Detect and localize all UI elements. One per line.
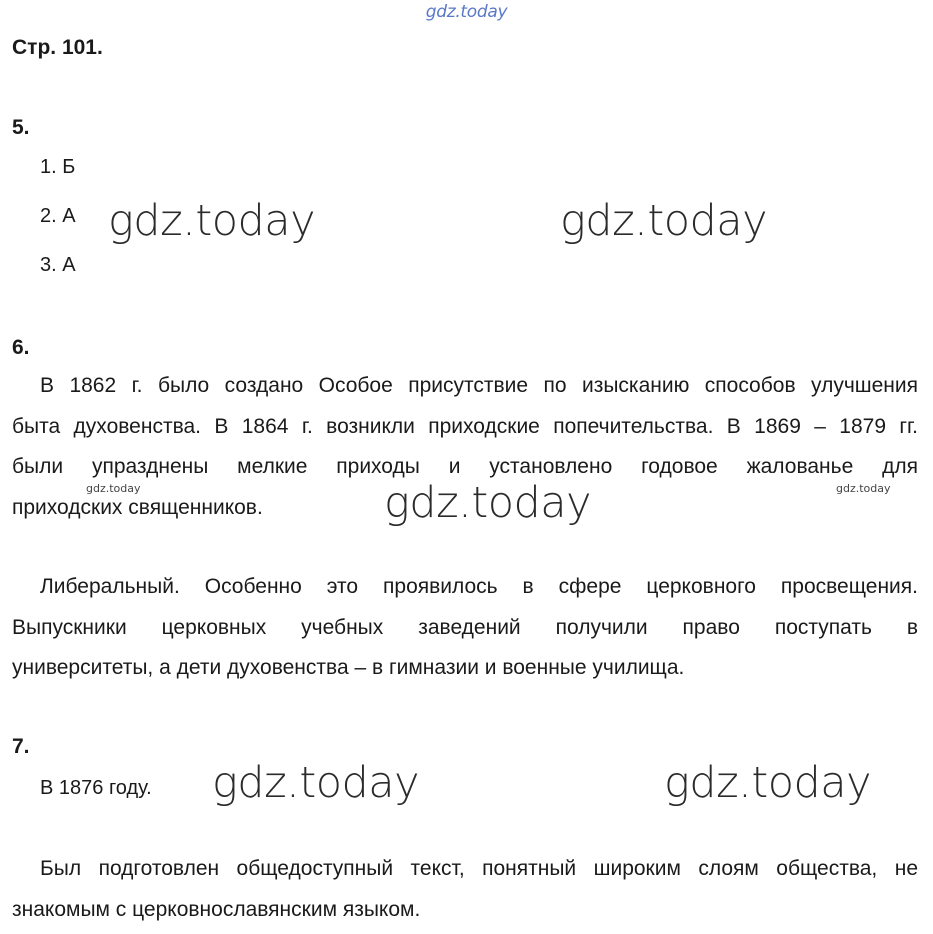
paragraph-line: В 1862 г. было создано Особое присутствие по изысканию способов улучшения bbox=[40, 374, 918, 397]
task-7-number: 7. bbox=[12, 735, 30, 758]
page-title: Стр. 101. bbox=[12, 36, 103, 59]
task-5-answer-1: 1. Б bbox=[40, 156, 76, 178]
watermark-small-2: gdz.today bbox=[836, 482, 891, 495]
task-5-number: 5. bbox=[12, 116, 30, 139]
paragraph-line: были упразднены мелкие приходы и установлено годовое жалованье для bbox=[12, 455, 918, 478]
task-7-answer: В 1876 году. bbox=[40, 777, 152, 799]
watermark-big-3: gdz.today bbox=[384, 478, 592, 528]
paragraph-line: Был подготовлен общедоступный текст, понятный широким слоям общества, не bbox=[40, 857, 918, 880]
paragraph-line: быта духовенства. В 1864 г. возникли приходские попечительства. В 1869 – 1879 гг. bbox=[12, 414, 918, 438]
watermark-big-2: gdz.today bbox=[560, 196, 768, 246]
watermark-top: gdz.today bbox=[425, 2, 508, 22]
watermark-big-4: gdz.today bbox=[212, 758, 420, 808]
task-5-answer-3: 3. А bbox=[40, 254, 76, 276]
task-6-paragraph-2 bbox=[12, 567, 918, 689]
paragraph-line: приходских священников. bbox=[12, 495, 263, 519]
watermark-big-5: gdz.today bbox=[664, 758, 872, 808]
paragraph-line: университеты, а дети духовенства – в гимназии и военные училища. bbox=[12, 656, 685, 679]
task-5-answer-2: 2. А bbox=[40, 205, 76, 227]
task-6-number: 6. bbox=[12, 336, 30, 359]
watermark-small-1: gdz.today bbox=[86, 482, 141, 495]
paragraph-line: знакомым с церковнославянским языком. bbox=[12, 897, 421, 921]
paragraph-line: Выпускники церковных учебных заведений получили право поступать в bbox=[12, 615, 918, 639]
task-7-paragraph bbox=[12, 849, 918, 930]
paragraph-line: Либеральный. Особенно это проявилось в сфере церковного просвещения. bbox=[40, 575, 918, 598]
watermark-big-1: gdz.today bbox=[108, 196, 316, 246]
